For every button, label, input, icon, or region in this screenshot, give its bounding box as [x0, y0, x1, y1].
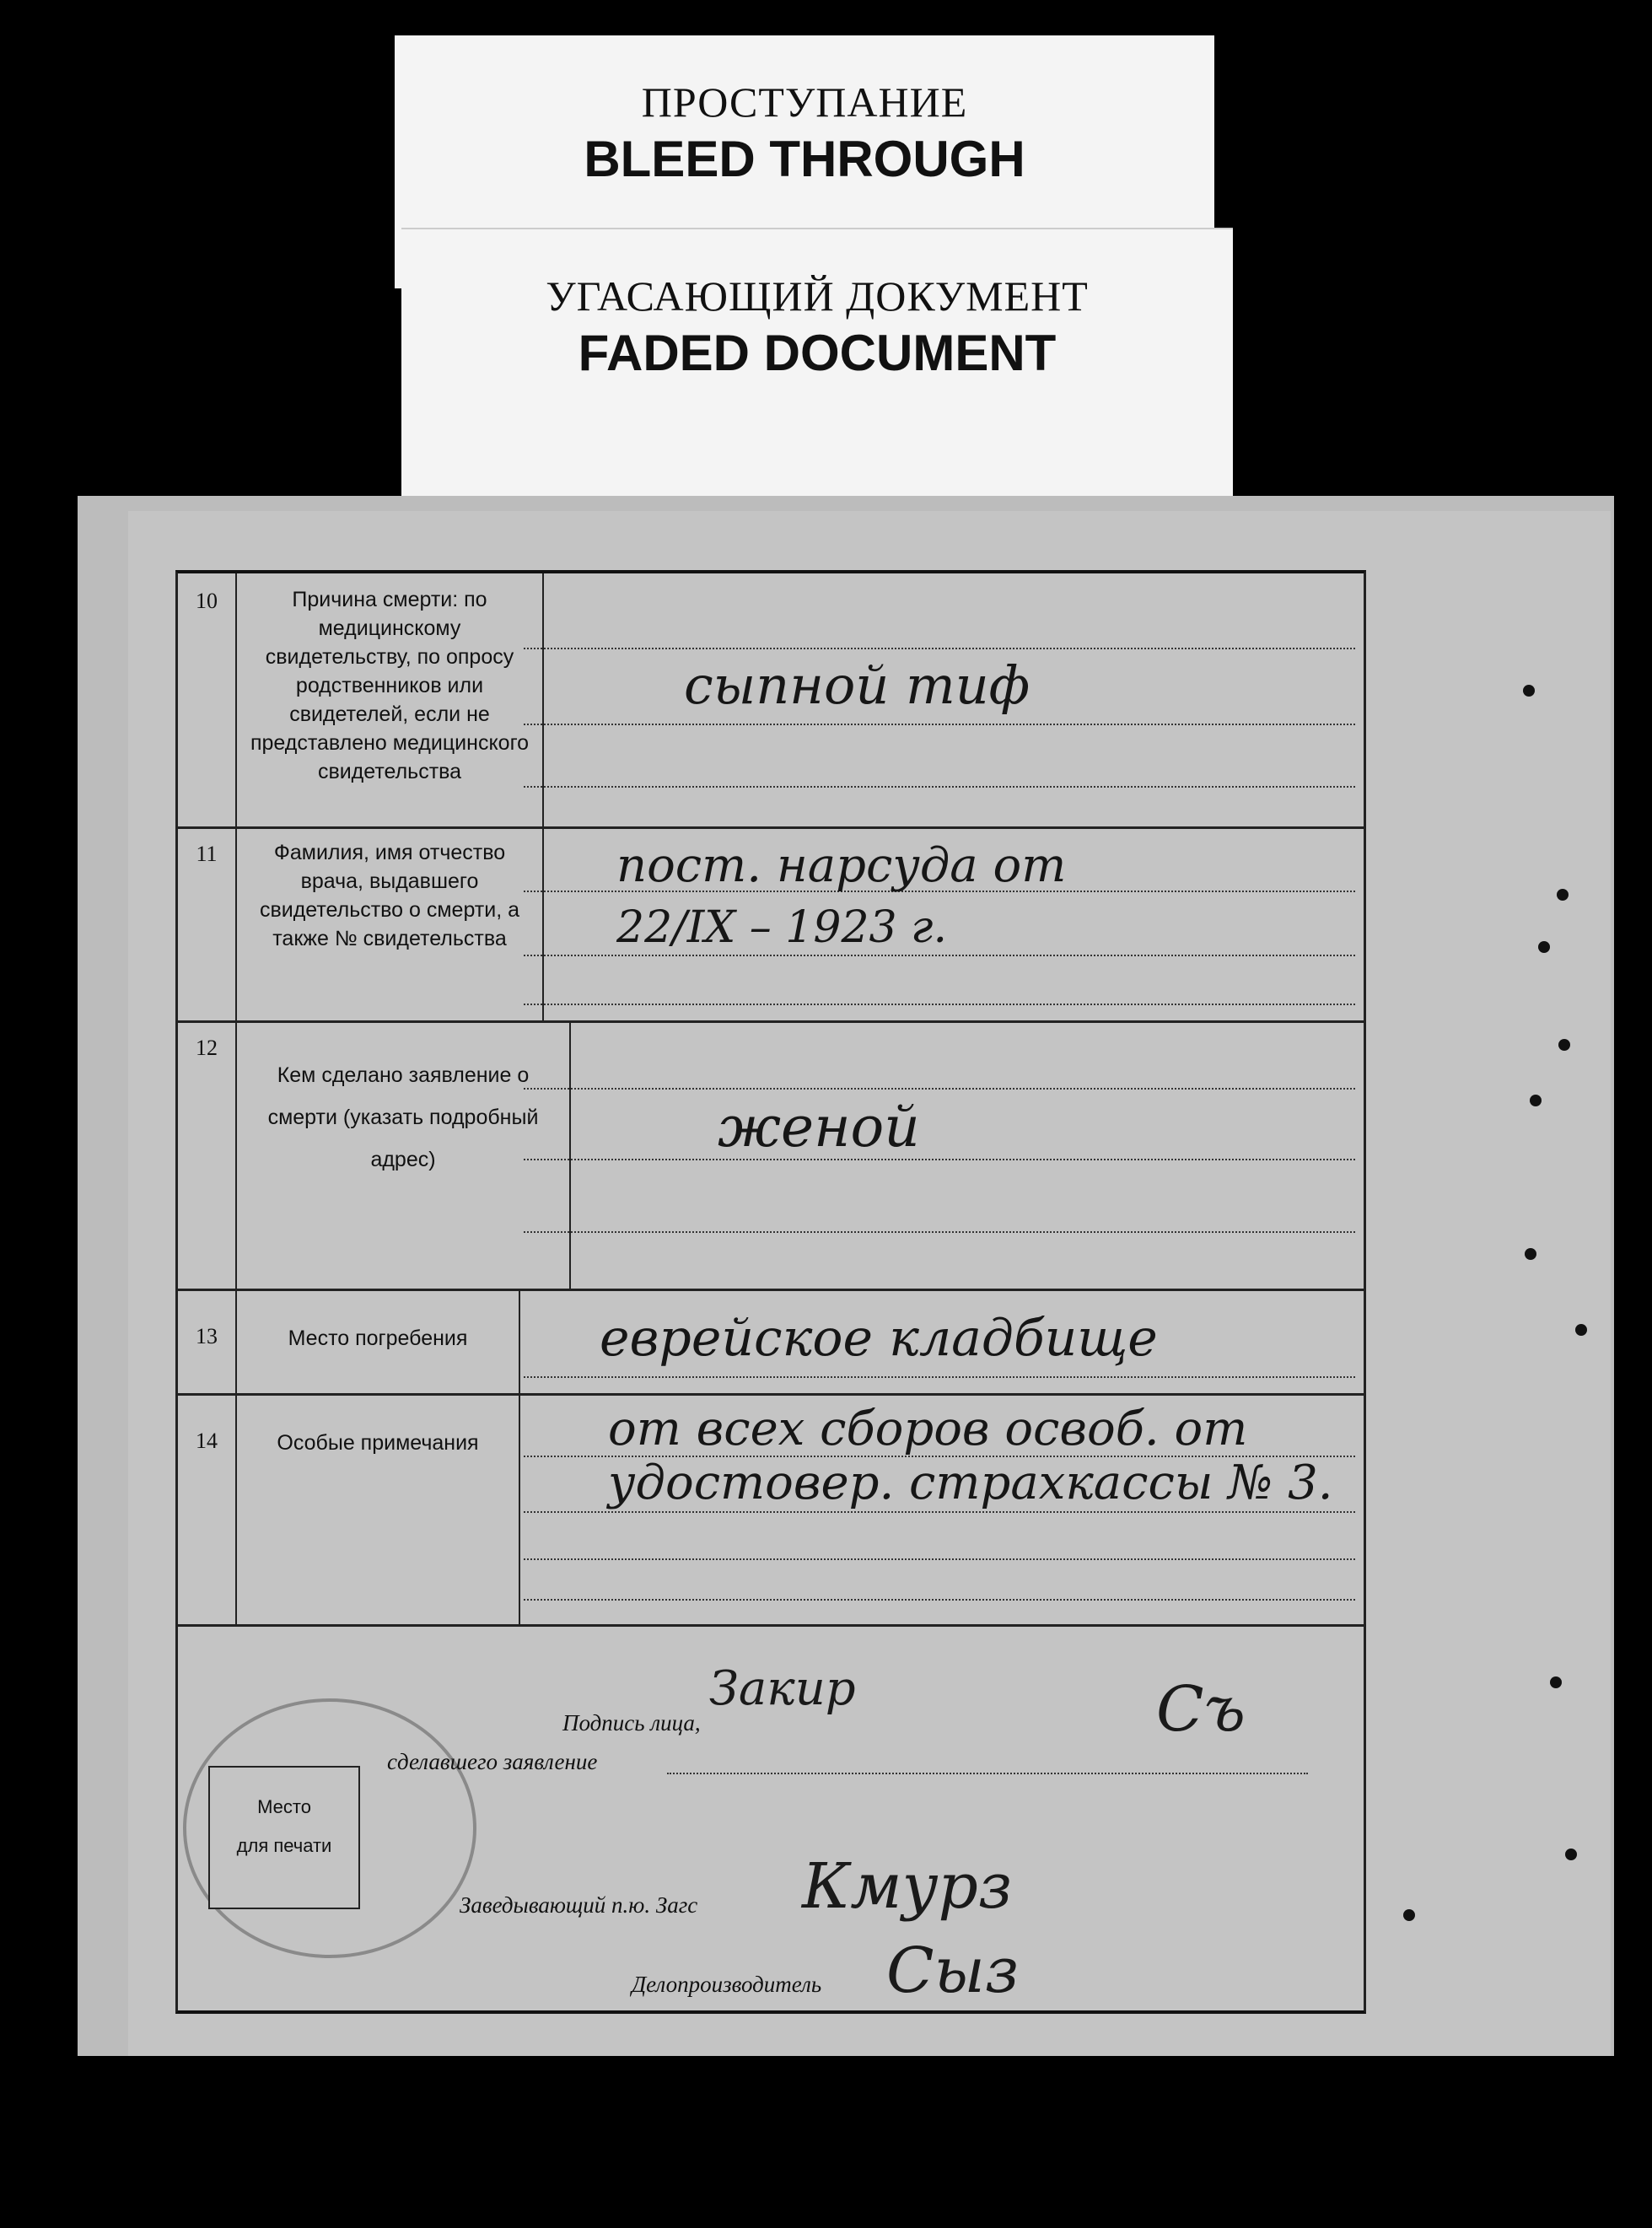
row-value [524, 1393, 1355, 1624]
applicant-signature-icon: Съ [1156, 1673, 1246, 1746]
row-value [524, 1289, 1355, 1393]
row-number: 13 [178, 1289, 237, 1393]
row-value [524, 826, 1355, 1020]
punch-hole [1403, 1909, 1415, 1921]
row-label: Причина смерти: по медицинскому свидетельству, по опросу родственников или свидетелей, если не представлено медицинского свидетельства [237, 573, 544, 826]
row-label: Место погребения [237, 1289, 520, 1393]
row-value [524, 573, 1355, 826]
punch-hole [1538, 941, 1550, 953]
handwritten-value: 22/IX – 1923 г. [616, 902, 947, 953]
punch-hole [1523, 685, 1535, 697]
handwritten-value: женой [718, 1095, 920, 1160]
punch-hole [1525, 1248, 1536, 1260]
row-number: 10 [178, 573, 237, 826]
handwritten-value: сыпной тиф [684, 654, 1030, 716]
row-number: 14 [178, 1393, 237, 1624]
form-row-14 [178, 1393, 1364, 1627]
clerk-signature-icon: Сыз [886, 1935, 1020, 2007]
punch-hole [1550, 1676, 1562, 1688]
handwritten-value: пост. нарсуда от [616, 838, 1067, 893]
card-title-en: BLEED THROUGH [584, 131, 1025, 187]
row-number: 12 [178, 1020, 237, 1289]
faded-document-card [401, 229, 1233, 508]
applicant-signature-label: сделавшего заявление [387, 1749, 598, 1774]
death-record-form [175, 570, 1366, 2014]
row-number: 11 [178, 826, 237, 1020]
row-label: Фамилия, имя отчество врача, выдавшего свидетельство о смерти, а также № свидетельства [237, 826, 544, 1020]
card-title-ru: УГАСАЮЩИЙ ДОКУМЕНТ [546, 272, 1089, 320]
punch-hole [1565, 1849, 1577, 1860]
punch-hole [1557, 889, 1569, 901]
stamp-place-label: для печати [236, 1835, 332, 1856]
stamp-place-box [208, 1766, 360, 1909]
form-row-13 [178, 1289, 1364, 1396]
clerk-signature-label: Делопроизводитель [632, 1972, 822, 1997]
form-row-12 [178, 1020, 1364, 1291]
form-row-10 [178, 573, 1364, 829]
form-row-11 [178, 826, 1364, 1023]
card-title-ru: ПРОСТУПАНИЕ [641, 78, 968, 126]
head-signature-icon: Кмурз [802, 1850, 1013, 1923]
punch-hole [1558, 1039, 1570, 1051]
handwritten-value: удостовер. страхкассы № 3. [608, 1456, 1333, 1510]
punch-hole [1575, 1324, 1587, 1336]
applicant-signature-label: Подпись лица, [562, 1710, 701, 1736]
card-title-en: FADED DOCUMENT [578, 325, 1057, 381]
handwritten-value: еврейское кладбище [600, 1309, 1158, 1368]
applicant-signature-icon: Закир [709, 1661, 856, 1716]
row-value [524, 1020, 1355, 1289]
stamp-place-label: Место [257, 1796, 311, 1817]
row-label: Особые примечания [237, 1393, 520, 1624]
punch-hole [1530, 1095, 1542, 1106]
signature-block [178, 1648, 1364, 2010]
handwritten-value: от всех сборов освоб. от [608, 1402, 1248, 1456]
head-signature-label: Заведывающий п.ю. Загс [460, 1892, 698, 1918]
row-label: Кем сделано заявление о смерти (указать подробный адрес) [237, 1020, 571, 1289]
